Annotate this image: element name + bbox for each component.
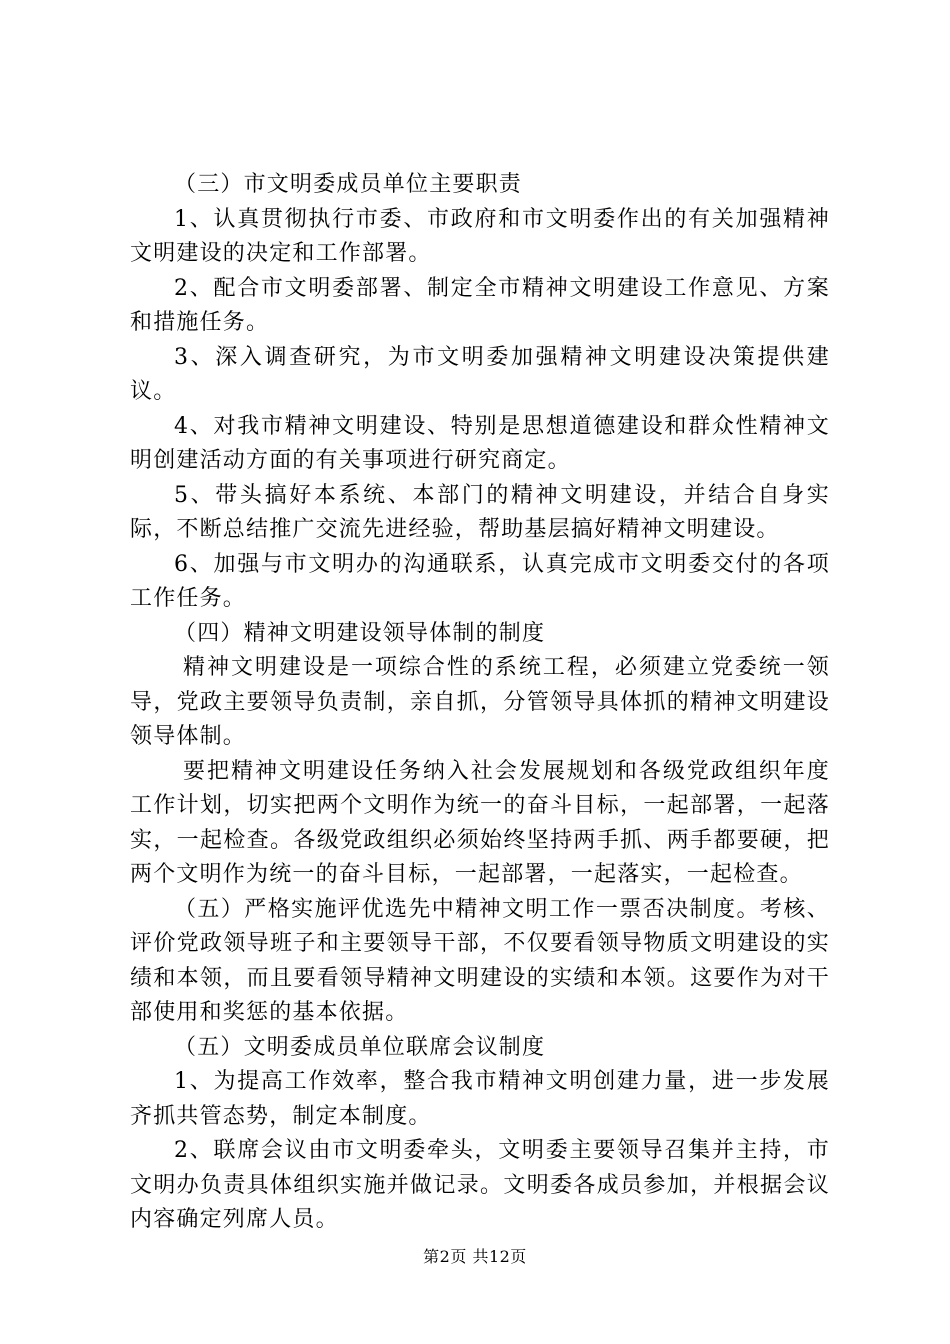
list-item: 6、加强与市文明办的沟通联系，认真完成市文明委交付的各项工作任务。 xyxy=(130,551,830,611)
section-heading-5b: （五）文明委成员单位联席会议制度 xyxy=(174,1034,546,1060)
list-item: 1、认真贯彻执行市委、市政府和市文明委作出的有关加强精神文明建设的决定和工作部署。 xyxy=(130,206,830,266)
body-paragraph: 要把精神文明建设任务纳入社会发展规划和各级党政组织年度工作计划，切实把两个文明作为统一的奋斗目标，一起部署，一起落实，一起检查。各级党政组织必须始终坚持两手抓、两手都要硬，把两个文明作为统一的奋斗目标，一起部署，一起落实，一起检查。 xyxy=(130,758,830,887)
document-body xyxy=(130,168,830,1238)
section-paragraph-5a: （五）严格实施评优选先中精神文明工作一票否决制度。考核、评价党政领导班子和主要领导干部，不仅要看领导物质文明建设的实绩和本领，而且要看领导精神文明建设的实绩和本领。这要作为对干部使用和奖惩的基本依据。 xyxy=(130,896,830,1025)
page-footer: 第2页 共12页 xyxy=(423,1247,527,1266)
list-item: 4、对我市精神文明建设、特别是思想道德建设和群众性精神文明创建活动方面的有关事项进行研究商定。 xyxy=(130,413,830,473)
list-item: 3、深入调查研究，为市文明委加强精神文明建设决策提供建议。 xyxy=(130,344,830,404)
list-item: 2、配合市文明委部署、制定全市精神文明建设工作意见、方案和措施任务。 xyxy=(130,275,830,335)
list-item: 2、联席会议由市文明委牵头，文明委主要领导召集并主持，市文明办负责具体组织实施并做记录。文明委各成员参加，并根据会议内容确定列席人员。 xyxy=(130,1138,830,1232)
section-heading-4: （四）精神文明建设领导体制的制度 xyxy=(174,620,546,646)
list-item: 1、为提高工作效率，整合我市精神文明创建力量，进一步发展齐抓共管态势，制定本制度。 xyxy=(130,1069,830,1129)
section-heading-3: （三）市文明委成员单位主要职责 xyxy=(174,172,523,197)
body-paragraph: 精神文明建设是一项综合性的系统工程，必须建立党委统一领导，党政主要领导负责制，亲自抓，分管领导具体抓的精神文明建设领导体制。 xyxy=(130,655,830,749)
list-item: 5、带头搞好本系统、本部门的精神文明建设，并结合自身实际，不断总结推广交流先进经验，帮助基层搞好精神文明建设。 xyxy=(130,482,830,542)
